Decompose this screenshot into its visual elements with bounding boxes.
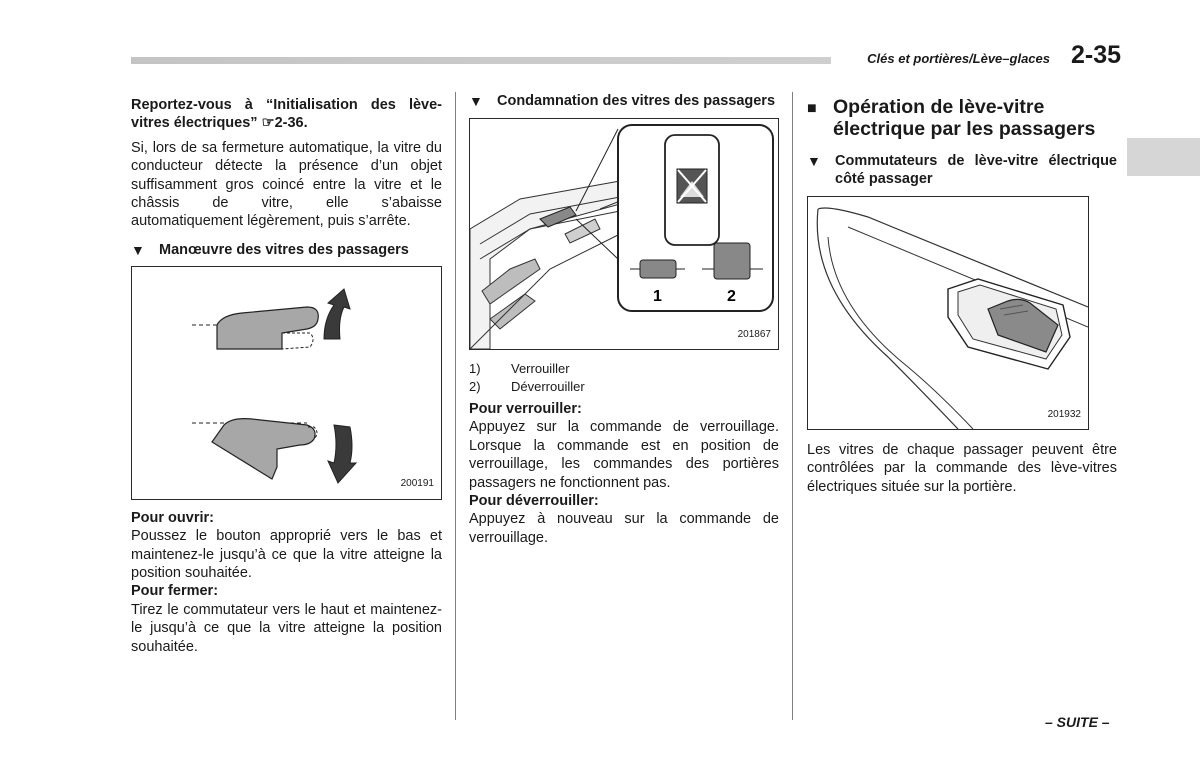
subheading-passenger-windows: ▼ Manœuvre des vitres des passagers (131, 241, 409, 258)
figure-passenger-switch (807, 196, 1089, 430)
column-3 (807, 96, 1117, 496)
unlock-text: Appuyez à nouveau sur la commande de verrouillage. (469, 511, 779, 546)
filled-square-icon: ■ (807, 100, 817, 117)
figure-legend (469, 360, 779, 396)
legend-item: 1) Verrouiller (469, 361, 570, 376)
header-rule (131, 57, 831, 64)
close-text: Tirez le commutateur vers le haut et maintenez-le jusqu’à ce que la vitre atteigne la position souhaitée. (131, 601, 442, 655)
chapter-tab (1127, 138, 1200, 176)
subheading-window-lock: ▼ Condamnation des vitres des passagers (469, 93, 776, 109)
page-number: 2-35 (1071, 41, 1122, 69)
column-1 (131, 96, 442, 656)
lock-title: Pour verrouiller: (469, 401, 582, 417)
close-title: Pour fermer: (131, 583, 219, 600)
unlock-title: Pour déverrouiller: (469, 493, 599, 510)
section-heading: ■ Opération de lève-vitre électrique par les passagers (807, 96, 1096, 140)
figure-code: 201932 (1047, 408, 1081, 420)
down-triangle-icon: ▼ (131, 241, 145, 258)
figure-code: 201867 (737, 328, 771, 340)
reference-note: Reportez-vous à “Initialisation des lève-vitres électriques” ☞2-36. (131, 97, 442, 132)
passenger-control-paragraph: Les vitres de chaque passager peuvent être contrôlées par la commande des lève-vitres électriques située sur la portière. (807, 442, 1117, 495)
figure-label-1: 1 (653, 288, 662, 305)
open-title: Pour ouvrir: (131, 509, 214, 526)
auto-reverse-paragraph: Si, lors de sa fermeture automatique, la vitre du conducteur détecte la présence d’un objet suffisamment gros coincé entre la vitre et le châssis de vitre, elle s’abaisse automatiquement légèrement, puis s’arrête. (131, 139, 442, 230)
continued-marker: – SUITE – (1045, 714, 1110, 730)
chapter-title: Clés et portières/Lève–glaces (867, 51, 1050, 66)
down-triangle-icon: ▼ (469, 93, 483, 109)
open-text: Poussez le bouton approprié vers le bas et maintenez-le jusqu’à ce que la vitre atteigne la position souhaitée. (131, 528, 442, 582)
column-2 (469, 92, 779, 547)
figure-label-2: 2 (727, 288, 736, 305)
down-triangle-icon: ▼ (807, 153, 821, 169)
column-divider-2 (792, 92, 793, 720)
figure-switch-operation (131, 266, 442, 500)
lock-text: Appuyez sur la commande de verrouillage. Lorsque la commande est en position de verrouillage, les commandes des portières passagers ne fonctionnent pas. (469, 419, 779, 491)
legend-item: 2) Déverrouiller (469, 379, 585, 394)
figure-lock-switch (469, 118, 779, 350)
subheading-passenger-switch: ▼ Commutateurs de lève-vitre électrique côté passager (807, 153, 1117, 187)
figure-code: 200191 (400, 478, 434, 490)
column-divider-1 (455, 92, 456, 720)
